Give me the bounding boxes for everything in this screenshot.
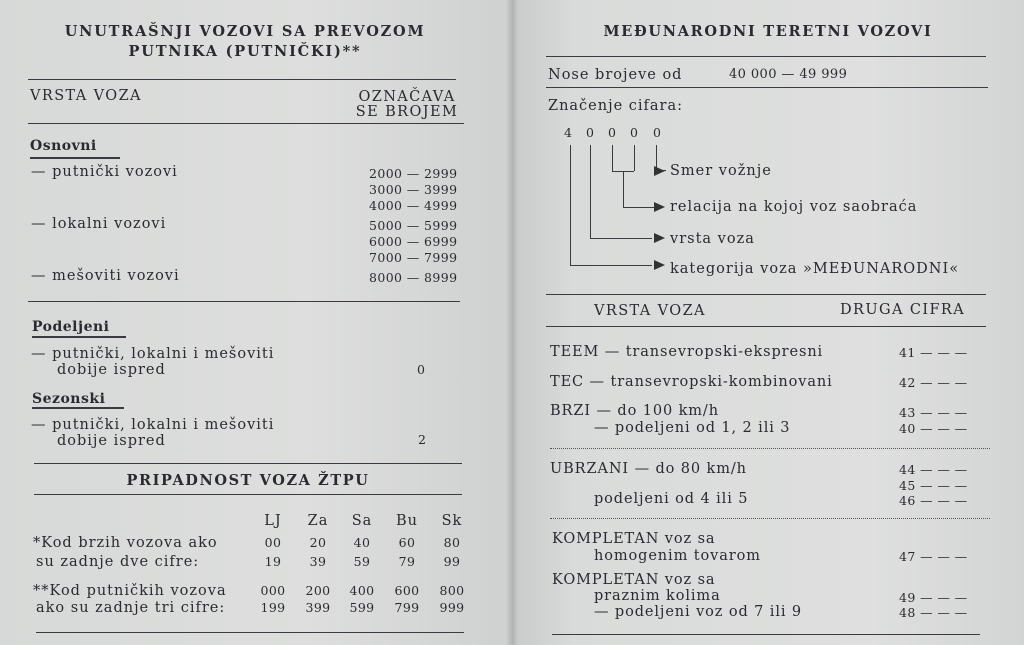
row-kompletan-2: KOMPLETAN voz sa — [552, 572, 716, 588]
row-kompletan-praznim: praznim kolima — [594, 588, 721, 604]
left-title-line2: PUTNIKA (PUTNIČKI)** — [128, 43, 362, 60]
range-value: 7000 — 7999 — [369, 250, 458, 265]
digit: 0 — [608, 125, 617, 140]
column-header-vrsta: VRSTA VOZA — [594, 303, 706, 319]
col-za: Za — [307, 513, 329, 529]
cell: 800 — [439, 583, 465, 598]
col-bu: Bu — [396, 513, 418, 529]
row-teem: TEEM — transevropski-ekspresni — [550, 344, 824, 360]
putnicki-note-line2: ako su zadnje tri cifre: — [36, 600, 226, 616]
divider — [28, 79, 456, 80]
range-value: 4000 — 4999 — [369, 198, 458, 213]
connector-line — [623, 172, 624, 207]
brzi-note-line1: *Kod brzih vozova ako — [33, 535, 218, 551]
meaning-relacija: relacija na kojoj voz saobraća — [670, 199, 918, 215]
right-title: MEĐUNARODNI TERETNI VOZOVI — [603, 23, 933, 40]
book-gutter — [506, 0, 518, 645]
dotted-divider — [550, 448, 990, 449]
column-header-brojem: SE BROJEM — [355, 104, 459, 120]
podeljeni-value: 0 — [417, 362, 426, 377]
nose-label: Nose brojeve od — [548, 67, 683, 83]
connector-line — [612, 145, 613, 171]
code-kompletan-podeljeni: 48 — — — — [899, 605, 968, 620]
znacenje-label: Značenje cifara: — [548, 98, 684, 114]
connector-line — [570, 145, 571, 265]
divider — [546, 87, 988, 88]
cell: 80 — [443, 535, 461, 550]
row-tec: TEC — transevropski-kombinovani — [550, 374, 833, 390]
section-heading-sezonski: Sezonski — [32, 391, 106, 407]
cell: 600 — [394, 583, 420, 598]
row-kompletan-podeljeni: — podeljeni voz od 7 ili 9 — [594, 604, 803, 620]
cell: 399 — [305, 600, 331, 615]
digit: 0 — [586, 125, 595, 140]
podeljeni-line2: dobije ispred — [57, 362, 166, 378]
connector-line — [590, 145, 591, 238]
cell: 599 — [349, 600, 375, 615]
divider — [28, 123, 464, 124]
cell: 199 — [260, 600, 286, 615]
divider — [34, 463, 462, 464]
row-kompletan-homogenim: homogenim tovarom — [594, 548, 761, 564]
arrow-icon — [654, 260, 665, 270]
code-ubrzani-45: 45 — — — — [899, 478, 968, 493]
divider — [546, 294, 986, 295]
brzi-note-line2: su zadnje dve cifre: — [36, 554, 200, 570]
divider — [34, 494, 462, 495]
connector-line — [570, 265, 652, 266]
code-brzi-podeljeni: 40 — — — — [899, 421, 968, 436]
meaning-kategorija: kategorija voza »MEĐUNARODNI« — [670, 261, 960, 277]
cell: 59 — [353, 554, 371, 569]
sezonski-line2: dobije ispred — [57, 433, 166, 449]
range-value: 3000 — 3999 — [369, 182, 458, 197]
cell: 19 — [264, 554, 282, 569]
heading-underline — [32, 336, 126, 338]
section-heading-podeljeni: Podeljeni — [32, 319, 110, 335]
cell: 20 — [309, 535, 327, 550]
cell: 200 — [305, 583, 331, 598]
column-header-druga-cifra: DRUGA CIFRA — [840, 302, 966, 318]
row-brzi: BRZI — do 100 km/h — [550, 403, 719, 419]
range-value: 8000 — 8999 — [369, 270, 458, 285]
pripadnost-title: PRIPADNOST VOZA ŽTPU — [126, 472, 370, 489]
podeljeni-line1: — putnički, lokalni i mešoviti — [31, 346, 275, 362]
cell: 999 — [439, 600, 465, 615]
divider — [552, 634, 980, 635]
nose-range: 40 000 — 49 999 — [729, 67, 848, 82]
code-kompletan-homogenim: 47 — — — — [899, 549, 968, 564]
column-header-oznacava: OZNAČAVA — [358, 89, 456, 105]
item-lokalni: — lokalni vozovi — [31, 216, 167, 232]
digit: 0 — [630, 125, 639, 140]
connector-line — [590, 238, 652, 239]
sezonski-line1: — putnički, lokalni i mešoviti — [31, 417, 275, 433]
range-value: 2000 — 2999 — [369, 166, 458, 181]
dotted-divider — [550, 518, 990, 519]
cell: 799 — [394, 600, 420, 615]
code-brzi: 43 — — — — [899, 405, 968, 420]
range-value: 5000 — 5999 — [369, 218, 458, 233]
col-sa: Sa — [351, 513, 373, 529]
connector-line — [623, 207, 654, 208]
connector-line — [634, 145, 635, 171]
digit: 0 — [653, 125, 662, 140]
cell: 99 — [443, 554, 461, 569]
meaning-smer: Smer vožnje — [670, 163, 772, 179]
cell: 40 — [353, 535, 371, 550]
code-teem: 41 — — — — [899, 345, 968, 360]
heading-underline — [32, 407, 124, 409]
heading-underline — [30, 157, 120, 159]
arrow-icon — [654, 202, 665, 212]
meaning-vrsta: vrsta voza — [670, 231, 755, 247]
left-title-line1: UNUTRAŠNJI VOZOVI SA PREVOZOM — [64, 23, 426, 40]
divider — [546, 326, 986, 327]
item-putnicki: — putnički vozovi — [31, 164, 178, 180]
digit: 4 — [564, 125, 573, 140]
col-lj: LJ — [264, 513, 282, 529]
code-kompletan-praznim: 49 — — — — [899, 590, 968, 605]
putnicki-note-line1: **Kod putničkih vozova — [33, 583, 227, 599]
divider — [36, 632, 464, 633]
code-ubrzani-podeljeni: 46 — — — — [899, 493, 968, 508]
range-value: 6000 — 6999 — [369, 234, 458, 249]
divider — [28, 301, 460, 302]
cell: 39 — [309, 554, 327, 569]
row-brzi-podeljeni: — podeljeni od 1, 2 ili 3 — [594, 420, 791, 436]
sezonski-value: 2 — [418, 432, 427, 447]
code-tec: 42 — — — — [899, 375, 968, 390]
column-header-vrsta: VRSTA VOZA — [30, 88, 142, 104]
cell: 000 — [260, 583, 286, 598]
cell: 400 — [349, 583, 375, 598]
section-heading-osnovni: Osnovni — [30, 138, 97, 154]
cell: 79 — [398, 554, 416, 569]
cell: 00 — [264, 535, 282, 550]
row-ubrzani: UBRZANI — do 80 km/h — [550, 461, 747, 477]
item-mesoviti: — mešoviti vozovi — [31, 268, 180, 284]
code-ubrzani: 44 — — — — [899, 462, 968, 477]
row-ubrzani-podeljeni: podeljeni od 4 ili 5 — [594, 491, 749, 507]
arrow-icon — [654, 166, 665, 176]
arrow-icon — [654, 233, 665, 243]
row-kompletan-1: KOMPLETAN voz sa — [552, 531, 716, 547]
divider — [546, 56, 986, 57]
right-page — [512, 0, 1024, 645]
col-sk: Sk — [441, 513, 463, 529]
cell: 60 — [398, 535, 416, 550]
